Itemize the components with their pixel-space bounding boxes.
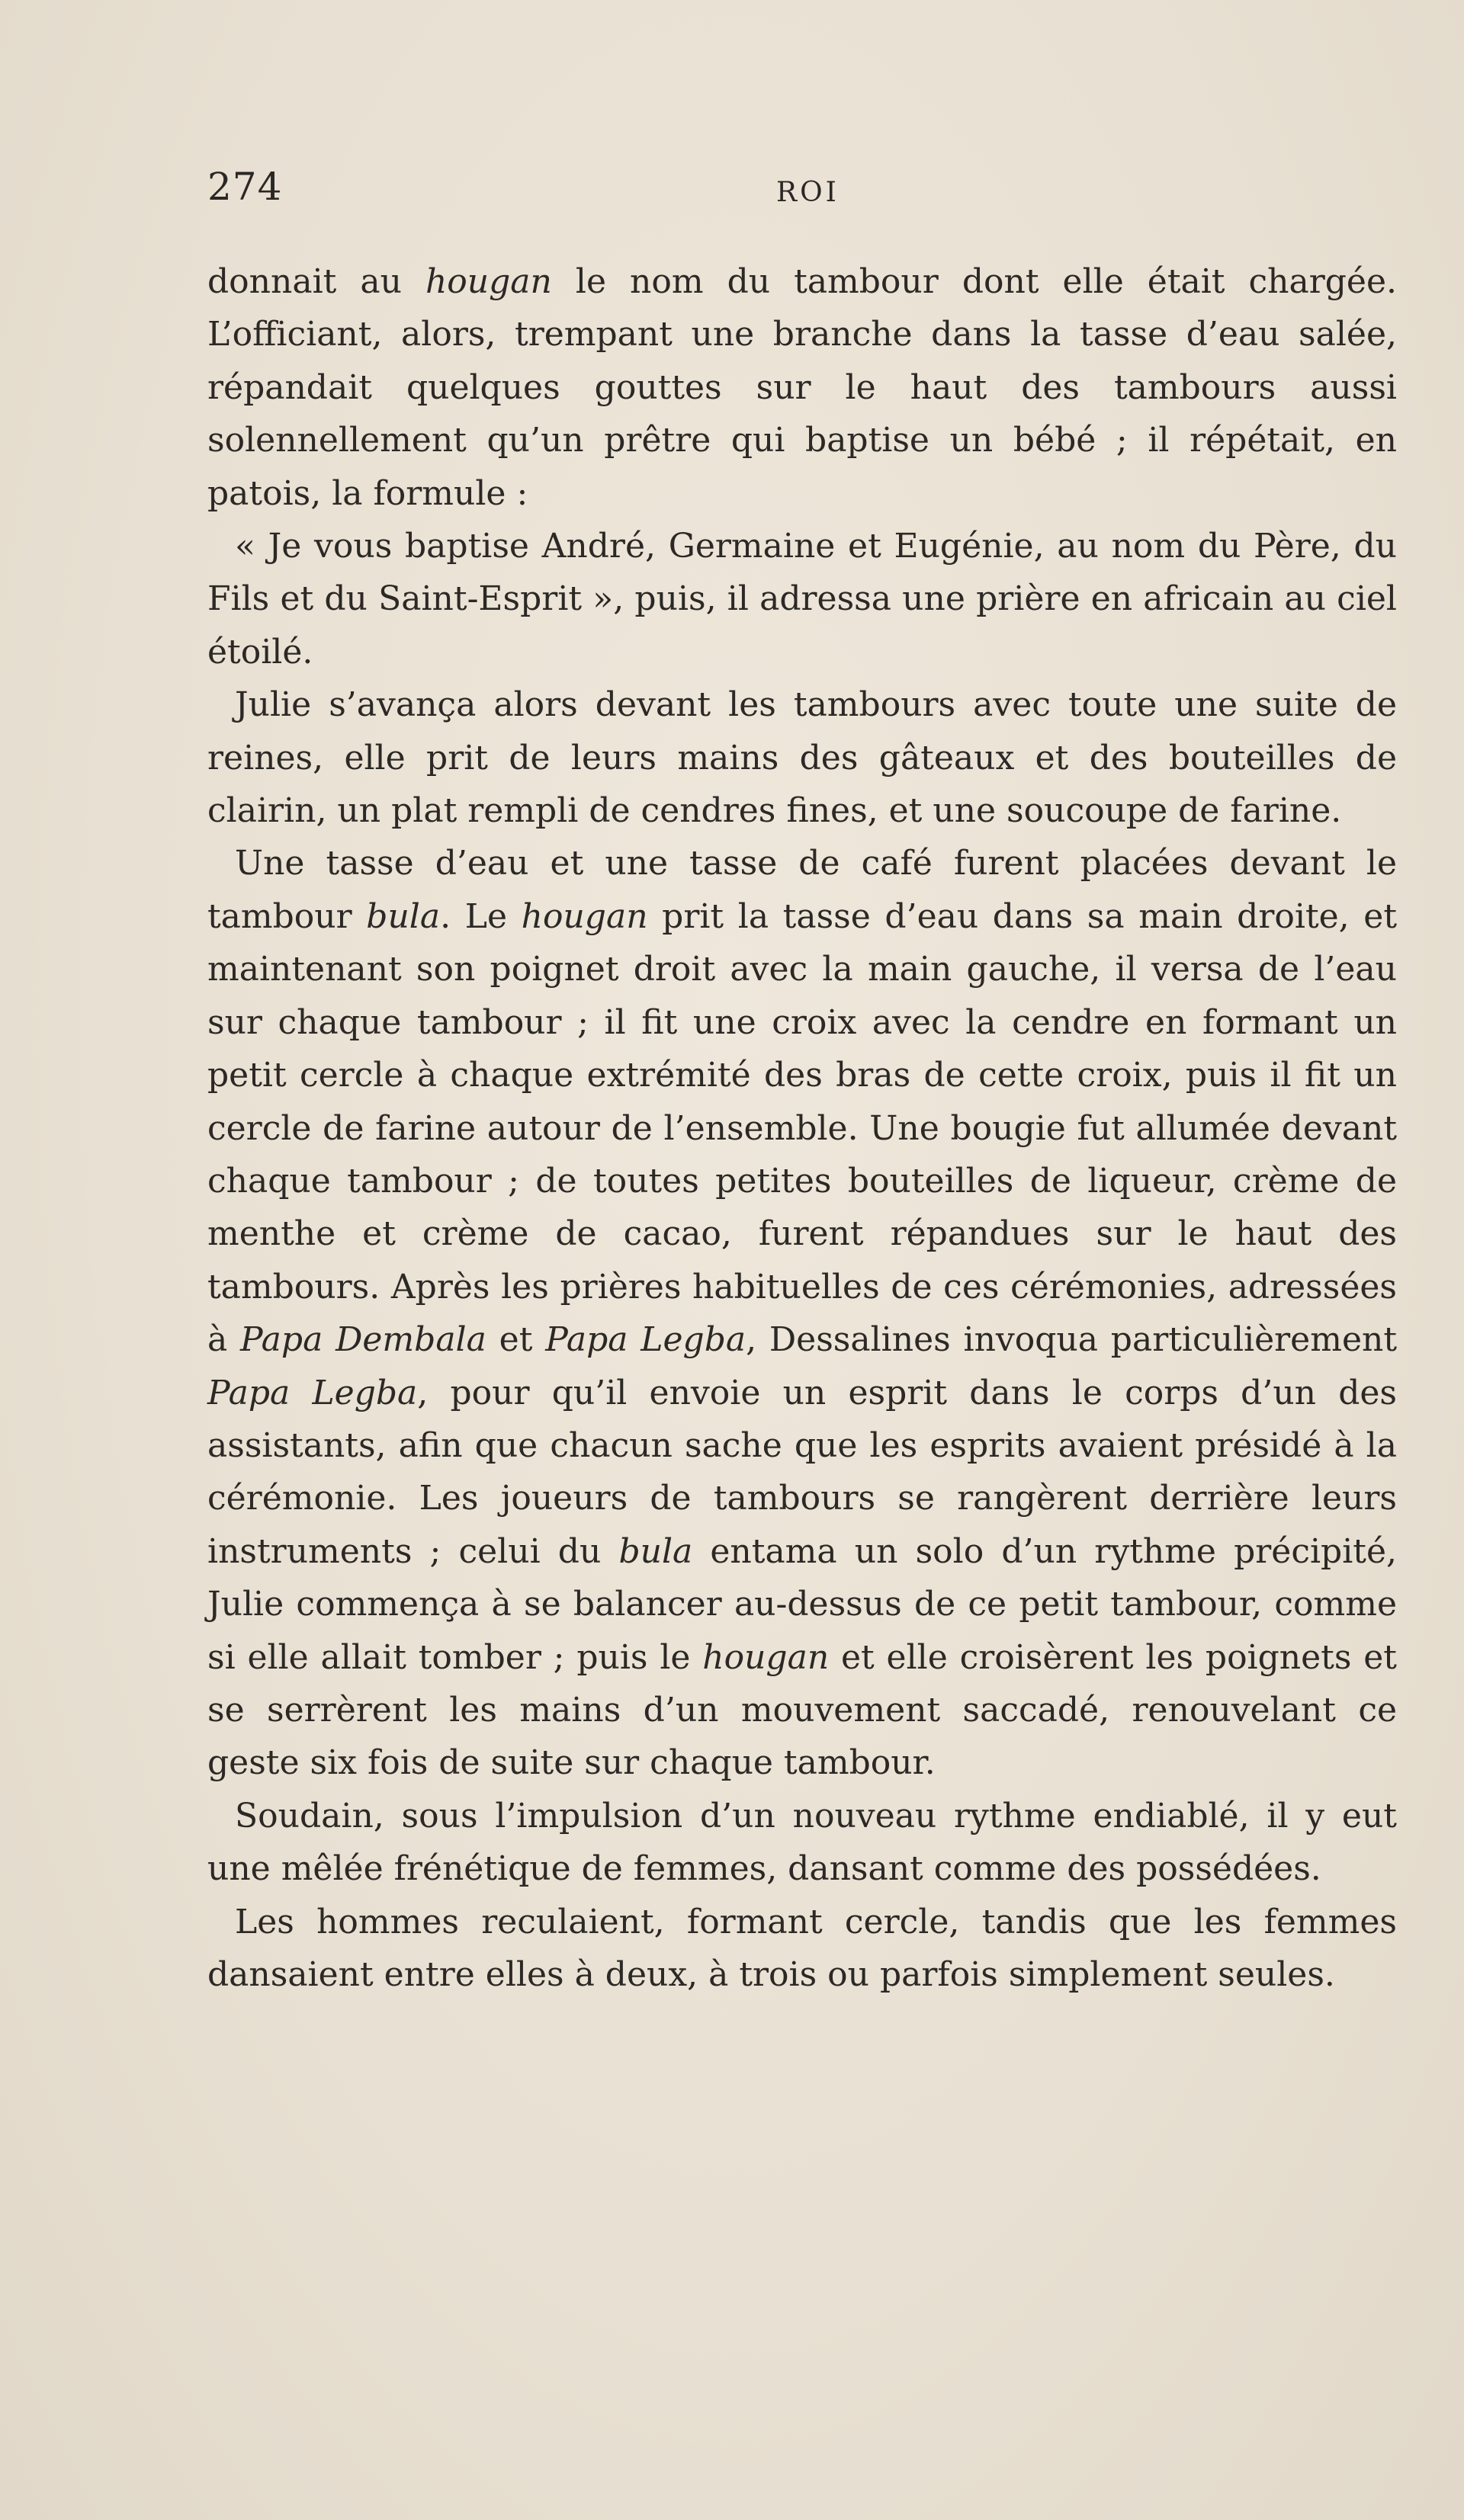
italic-term: Papa Legba — [207, 1373, 418, 1412]
text-run: Soudain, sous l’impulsion d’un nouveau rythme endiablé, il y eut une mêlée frénétique de femmes, dansant comme des possédées. — [207, 1796, 1397, 1889]
text-run: entama un solo d’un rythme précipité, Julie commença à se balancer au-dessus de ce petit tambour, comme si elle allait tomber ; puis le — [207, 1531, 1398, 1677]
italic-term: hougan — [702, 1637, 830, 1677]
page-number: 274 — [207, 165, 283, 209]
paragraph-1 — [207, 255, 1397, 520]
text-run: Les hommes reculaient, formant cercle, tandis que les femmes dansaient entre elles à deux, à trois ou parfois simplement seules. — [207, 1902, 1397, 1994]
paragraph-5 — [207, 1790, 1397, 1896]
italic-term: hougan — [425, 262, 552, 301]
page-header — [207, 165, 1397, 226]
paragraph-4 — [207, 837, 1397, 1789]
text-run: Julie s’avança alors devant les tambours avec toute une suite de reines, elle prit de leurs mains des gâteaux et des bouteilles de clairin, un plat rempli de cendres fines, et une soucoupe de farine. — [207, 685, 1397, 831]
body-text — [207, 255, 1397, 2001]
italic-term: hougan — [521, 896, 648, 936]
text-run: « Je vous baptise André, Germaine et Eugénie, au nom du Père, du Fils et du Saint-Esprit », puis, il adressa une prière en africain au ciel étoilé. — [207, 527, 1397, 672]
text-run: Une tasse d’eau et une tasse de café furent placées devant le tambour — [207, 844, 1397, 936]
text-run: , pour qu’il envoie un esprit dans le corps d’un des assistants, afin que chacun sache que les esprits avaient présidé à la cérémonie. Les joueurs de tambours se rangèrent derrière leurs instruments ; celui du — [207, 1373, 1397, 1571]
paragraph-2 — [207, 520, 1397, 678]
text-run: prit la tasse d’eau dans sa main droite, et maintenant son poignet droit avec la main gauche, il versa de l’eau sur chaque tambour ; il fit une croix avec la cendre en formant un petit cercle à chaque extrémité des bras de cette croix, puis il fit un cercle de farine autour de l’ensemble. Une bougie fut allumée devant chaque tambour ; de toutes petites bouteilles de liqueur, crème de menthe et crème de cacao, furent répandues sur le haut des tambours. Après les prières habituelles de ces cérémonies, adressées à — [207, 896, 1398, 1360]
paragraph-3 — [207, 678, 1397, 837]
italic-term: Papa Dembala — [240, 1320, 486, 1360]
paragraph-6 — [207, 1896, 1397, 2002]
running-head: ROI — [776, 177, 840, 208]
text-run: , Dessalines invoqua particulièrement — [746, 1320, 1398, 1360]
text-run: donnait au — [207, 262, 425, 301]
italic-term: bula — [366, 896, 441, 936]
italic-term: Papa Legba — [545, 1320, 746, 1360]
italic-term: bula — [618, 1531, 693, 1571]
text-run: le nom du tambour dont elle était chargée. L’officiant, alors, trempant une branche dans la tasse d’eau salée, répandait quelques gouttes sur le haut des tambours aussi solennellement qu’un prêtre qui baptise un bébé ; il répétait, en patois, la formule : — [207, 262, 1397, 513]
text-run: et — [486, 1320, 546, 1360]
text-run: . Le — [440, 896, 522, 936]
text-run: et elle croisèrent les poignets et se serrèrent les mains d’un mouvement saccadé, renouvelant ce geste six fois de suite sur chaque tambour. — [207, 1637, 1397, 1783]
